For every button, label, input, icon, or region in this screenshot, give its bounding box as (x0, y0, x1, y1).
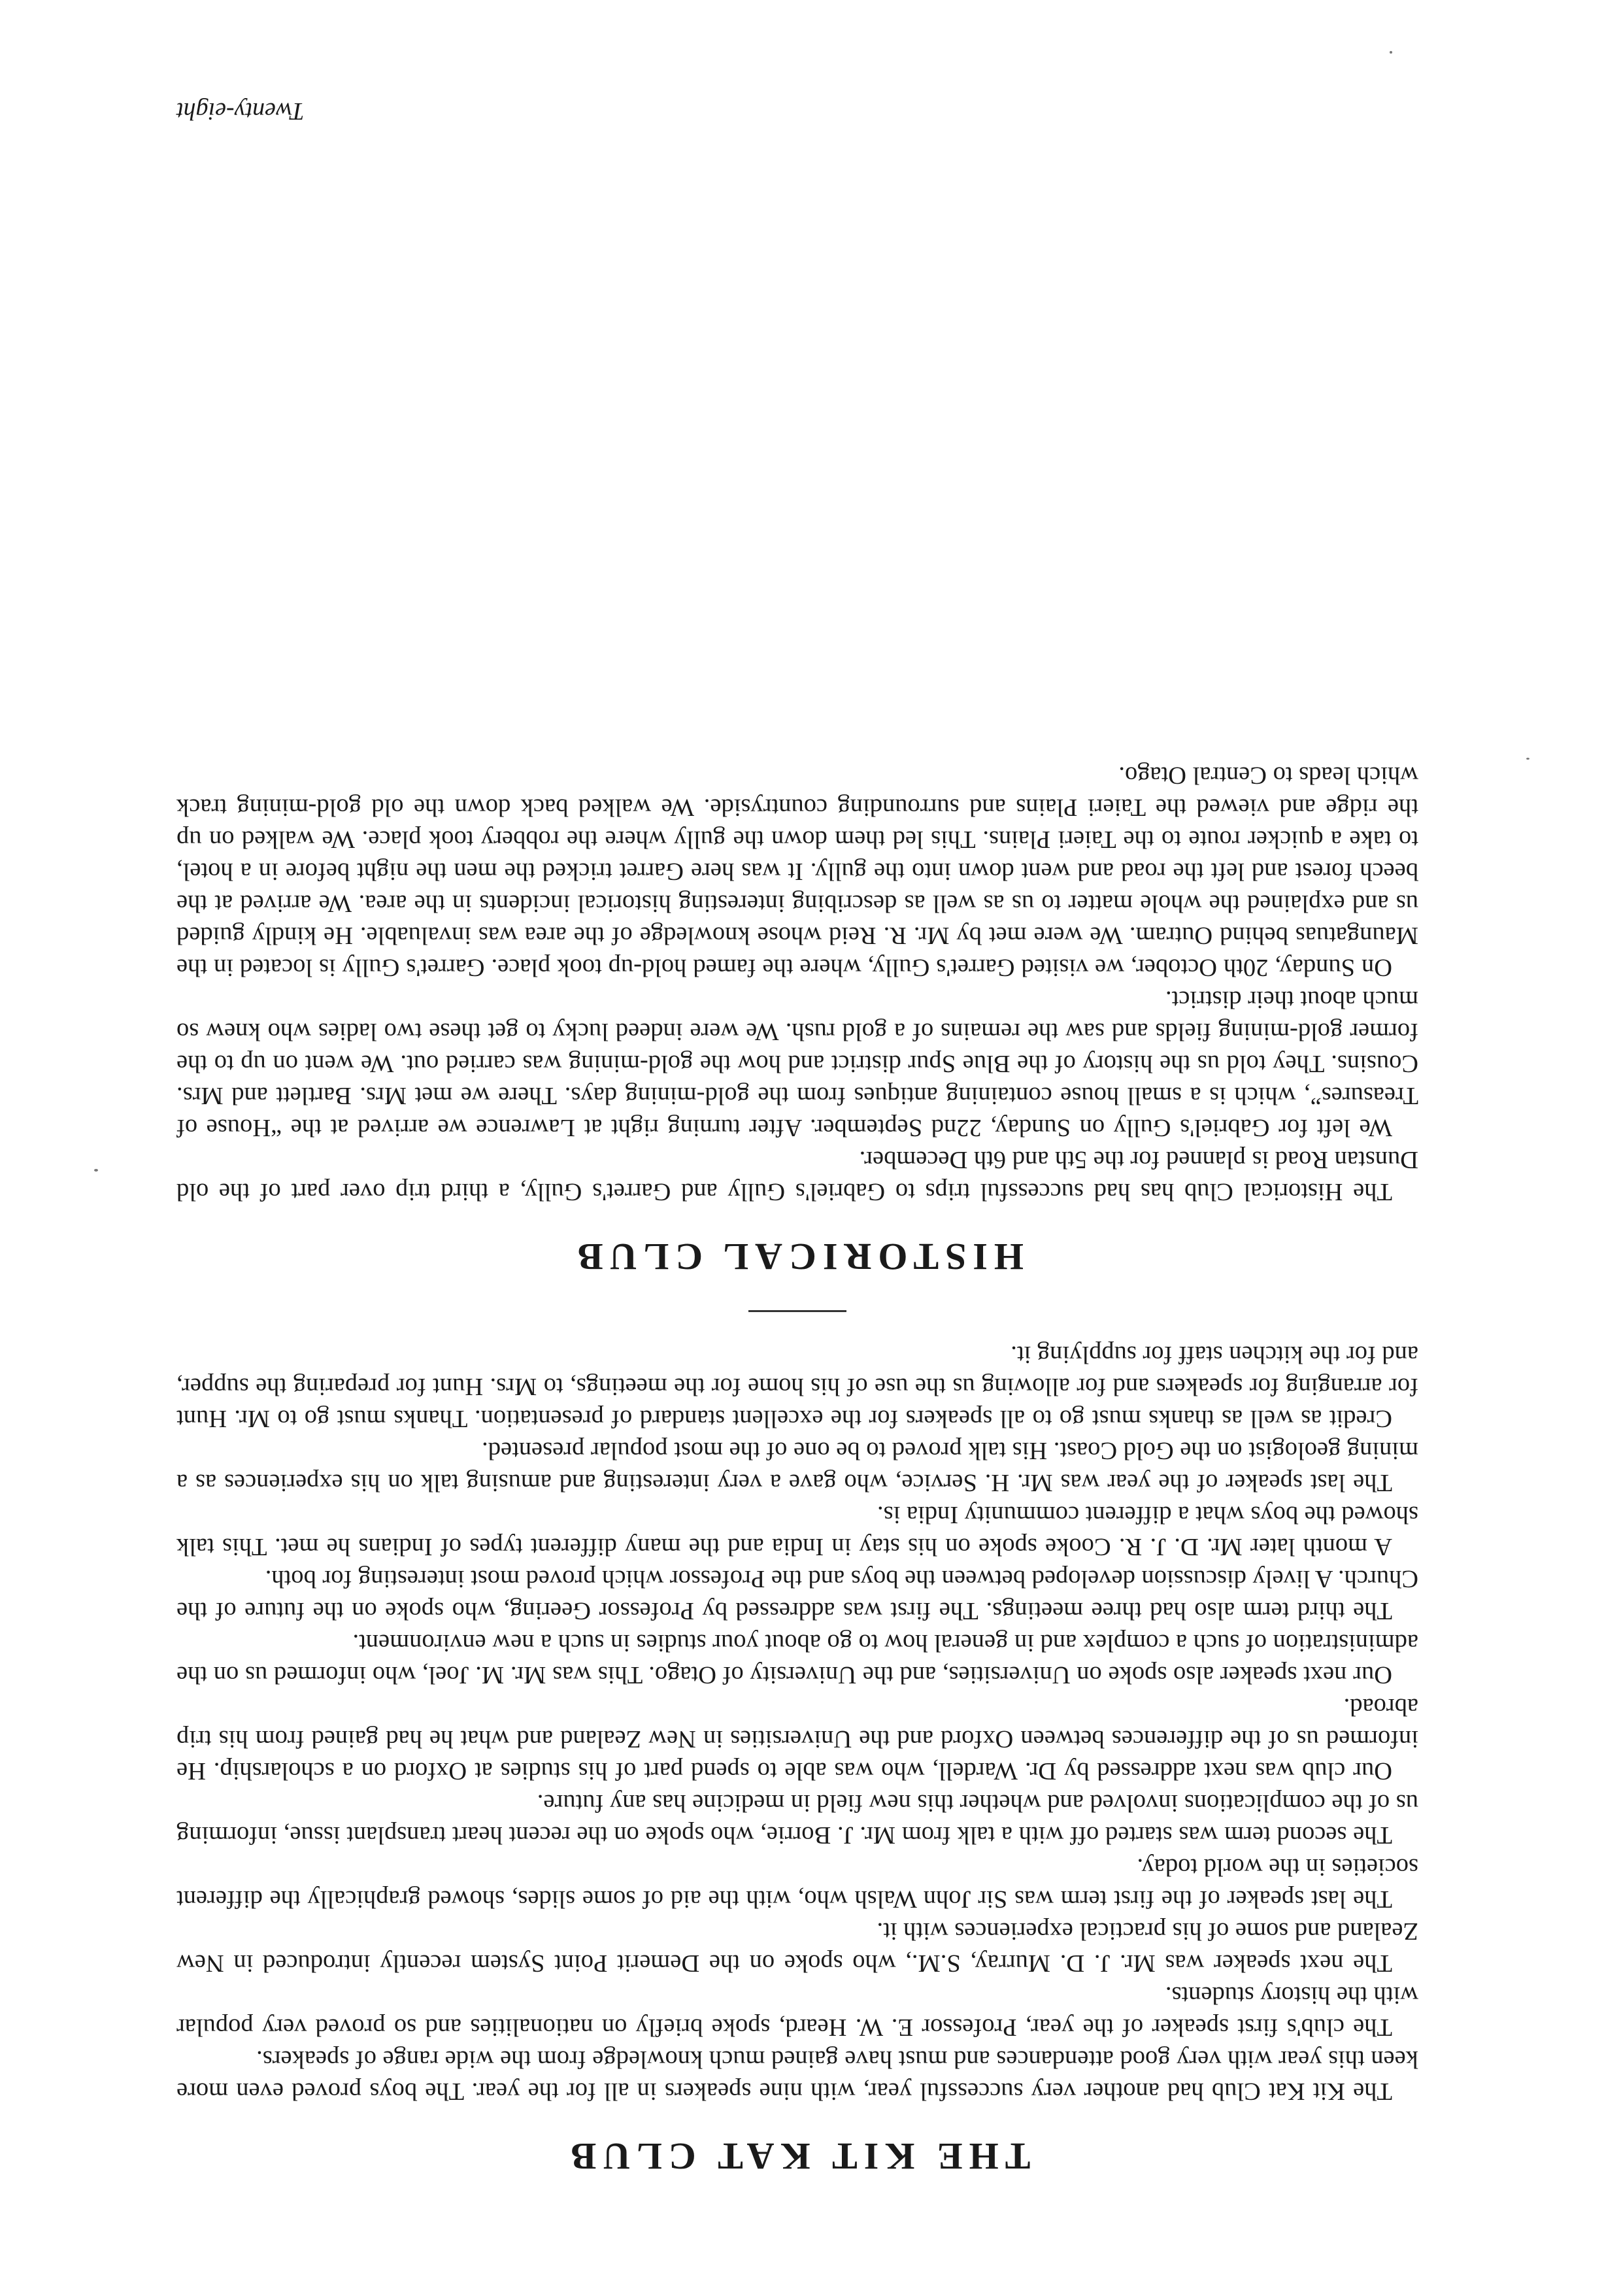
kit-kat-club-body (176, 1338, 1418, 2107)
paragraph: The next speaker was Mr. J. D. Murray, S.M., who spoke on the Demerit Point System recently introduced in New Zealand and some of his practical experiences with it. (176, 1917, 1418, 1977)
paragraph: Our next speaker also spoke on Universities, and the University of Otago. This was Mr. M. Joel, who informed us on the administration of such a complex and in general how to go about your studies in such a new environment. (176, 1629, 1418, 1689)
paragraph: We left for Gabriel's Gully on Sunday, 22nd September. After turning right at Lawrence we arrived at the “House of Treasures”, which is a small house containing antiques from the gold-mining days. There we met Mrs. Bartlett and Mrs. Cousins. They told us the history of the Blue Spur district and how the gold-mining was carried out. We went on up to the former gold-mining fields and saw the remains of a gold rush. We were indeed lucky to get these two ladies who knew so much about their district. (176, 986, 1418, 1141)
kit-kat-club-heading: THE KIT KAT CLUB (564, 2135, 1031, 2178)
paragraph: The second term was started off with a talk from Mr. J. Borrie, who spoke on the recent heart transplant issue, informing us of the complications involved and whether this new field in medicine has any future. (176, 1789, 1418, 1849)
paragraph: Our club was next addressed by Dr. Wardell, who was able to spend part of his studies at Oxford on a scholarship. He informed us of the differences between Oxford and the Universities in New Zealand and what he had gained from his trip abroad. (176, 1693, 1418, 1785)
scan-speck (1526, 758, 1529, 760)
historical-club-body (176, 759, 1418, 1207)
paragraph: The Historical Club has had successful trips to Gabriel's Gully and Garret's Gully, a third trip over part of the old Dunstan Road is planned for the 5th and 6th December. (176, 1146, 1418, 1206)
paragraph: On Sunday, 20th October, we visited Garret's Gully, where the famed hold-up took place. Garret's Gully is located in the Maungatuas behind Outram. We were met by Mr. R. Reid whose knowledge of the area was invaluable. He kindly guided us and explained the whole matter to us as well as describing interesting historical incidents in the area. We arrived at the beech forest and left the road and went down into the gully. It was here Garret tricked the men the night before in a hotel, to take a quicker route to the Taieri Plains. This led them down the gully where the robbery took place. We walked on up the ridge and viewed the Taieri Plains and surrounding countryside. We walked back down the old gold-mining track which leads to Central Otago. (176, 762, 1418, 981)
paragraph: The club's first speaker of the year, Professor E. W. Heard, spoke briefly on nationalities and so proved very popular with the history students. (176, 1982, 1418, 2041)
paragraph: Credit as well as thanks must go to all speakers for the excellent standard of presentation. Thanks must go to Mr. Hunt for arranging for speakers and for allowing us the use of his home for the meetings, to Mrs. Hunt for preparing the supper, and for the kitchen staff for supplying it. (176, 1341, 1418, 1432)
page-content (176, 97, 1418, 2178)
paragraph: A month later Mr. D. J. R. Cooke spoke on his stay in India and the many different types of Indians he met. This talk showed the boys what a different community India is. (176, 1501, 1418, 1561)
page-number-label: Twenty-eight (176, 97, 305, 125)
section-divider (748, 1310, 846, 1312)
paragraph: The Kit Kat Club had another very successful year, with nine speakers in all for the year. The boys proved even more keen this year with very good attendances and must have gained much knowledge from the wide range of speakers. (176, 2046, 1418, 2105)
paragraph: The third term also had three meetings. The first was addressed by Professor Geering, who spoke on the future of the Church. A lively discussion developed between the boys and the Professor which proved most interesting for both. (176, 1565, 1418, 1625)
scan-speck (94, 1169, 98, 1172)
paragraph: The last speaker of the first term was Sir John Walsh who, with the aid of some slides, showed graphically the different societies in the world today. (176, 1853, 1418, 1913)
paragraph: The last speaker of the year was Mr. H. Service, who gave a very interesting and amusing talk on his experiences as a mining geologist on the Gold Coast. His talk proved to be one of the most popular presented. (176, 1437, 1418, 1496)
historical-club-heading: HISTORICAL CLUB (571, 1236, 1024, 1278)
scan-speck (1390, 51, 1392, 54)
